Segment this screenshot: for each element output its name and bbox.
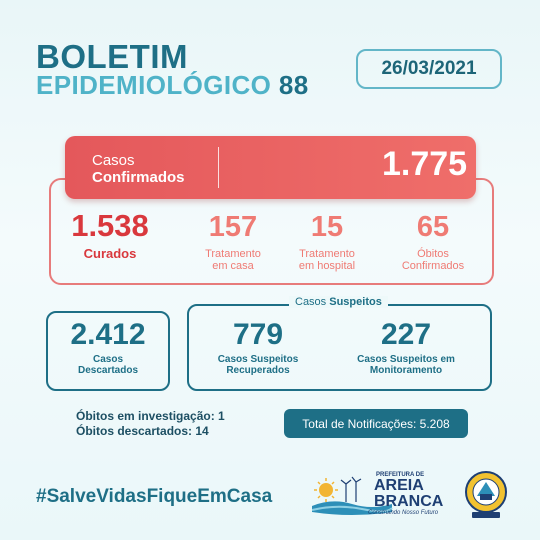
city-logo-prefix: PREFEITURA DE (376, 472, 425, 478)
title-line1: BOLETIM (36, 38, 188, 75)
deaths-info (76, 409, 225, 439)
title-line2 (36, 70, 309, 101)
suspects-recovered-label (193, 354, 323, 376)
deaths-label-line2: Confirmados (401, 260, 465, 272)
home-treatment-label-line1: Tratamento (205, 248, 261, 260)
deaths-label (378, 248, 488, 272)
confirmed-divider (218, 147, 219, 188)
title-epidemiologico: EPIDEMIOLÓGICO (36, 70, 272, 100)
suspects-tag-prefix: Casos (295, 296, 327, 308)
cured-label: Curados (83, 246, 137, 261)
date-badge: 26/03/2021 (356, 49, 502, 89)
confirmed-label (92, 152, 185, 186)
confirmed-total: 1.775 (382, 145, 468, 183)
suspects-recovered-label-line2: Recuperados (226, 365, 290, 376)
municipal-seal-icon (462, 470, 510, 520)
bulletin-number: 88 (278, 70, 309, 100)
discarded-label (46, 354, 170, 376)
city-logo-line2: BRANCA (374, 493, 444, 510)
hospital-treatment-label-line1: Tratamento (299, 248, 355, 260)
suspects-monitoring-label-line1: Casos Suspeitos em (357, 354, 455, 365)
confirmed-label-line2: Confirmados (92, 169, 185, 186)
discarded-label-line2: Descartados (77, 365, 139, 376)
city-logo-line1: AREIA (374, 477, 424, 494)
hospital-treatment-value: 15 (310, 211, 344, 243)
discarded-value: 2.412 (70, 318, 146, 351)
suspects-tag (289, 296, 388, 308)
suspects-tag-bold: Suspeitos (329, 296, 382, 308)
city-logo-slogan: Construindo Nosso Futuro (368, 510, 439, 516)
home-treatment-value: 157 (208, 211, 258, 243)
cured-value: 1.538 (71, 208, 149, 243)
deaths-value: 65 (416, 211, 450, 243)
suspects-monitoring-label (341, 354, 471, 376)
hashtag: #SalveVidasFiqueEmCasa (36, 486, 273, 507)
suspects-recovered-label-line1: Casos Suspeitos (217, 354, 299, 365)
deaths-label-line1: Óbitos (417, 248, 449, 260)
city-logo-name (374, 478, 443, 510)
notifications-badge: Total de Notificações: 5.208 (284, 409, 468, 438)
discarded-label-line1: Casos (92, 354, 123, 365)
home-treatment-label-line2: em casa (212, 260, 254, 272)
suspects-recovered-value: 779 (232, 318, 284, 351)
deaths-investigation: Óbitos em investigação: 1 (76, 409, 225, 423)
hospital-treatment-label-line2: em hospital (298, 260, 356, 272)
suspects-monitoring-label-line2: Monitoramento (369, 365, 443, 376)
confirmed-label-line1: Casos (92, 152, 135, 169)
suspects-monitoring-value: 227 (380, 318, 432, 351)
deaths-discarded: Óbitos descartados: 14 (76, 424, 209, 438)
hospital-treatment-label (272, 248, 382, 272)
